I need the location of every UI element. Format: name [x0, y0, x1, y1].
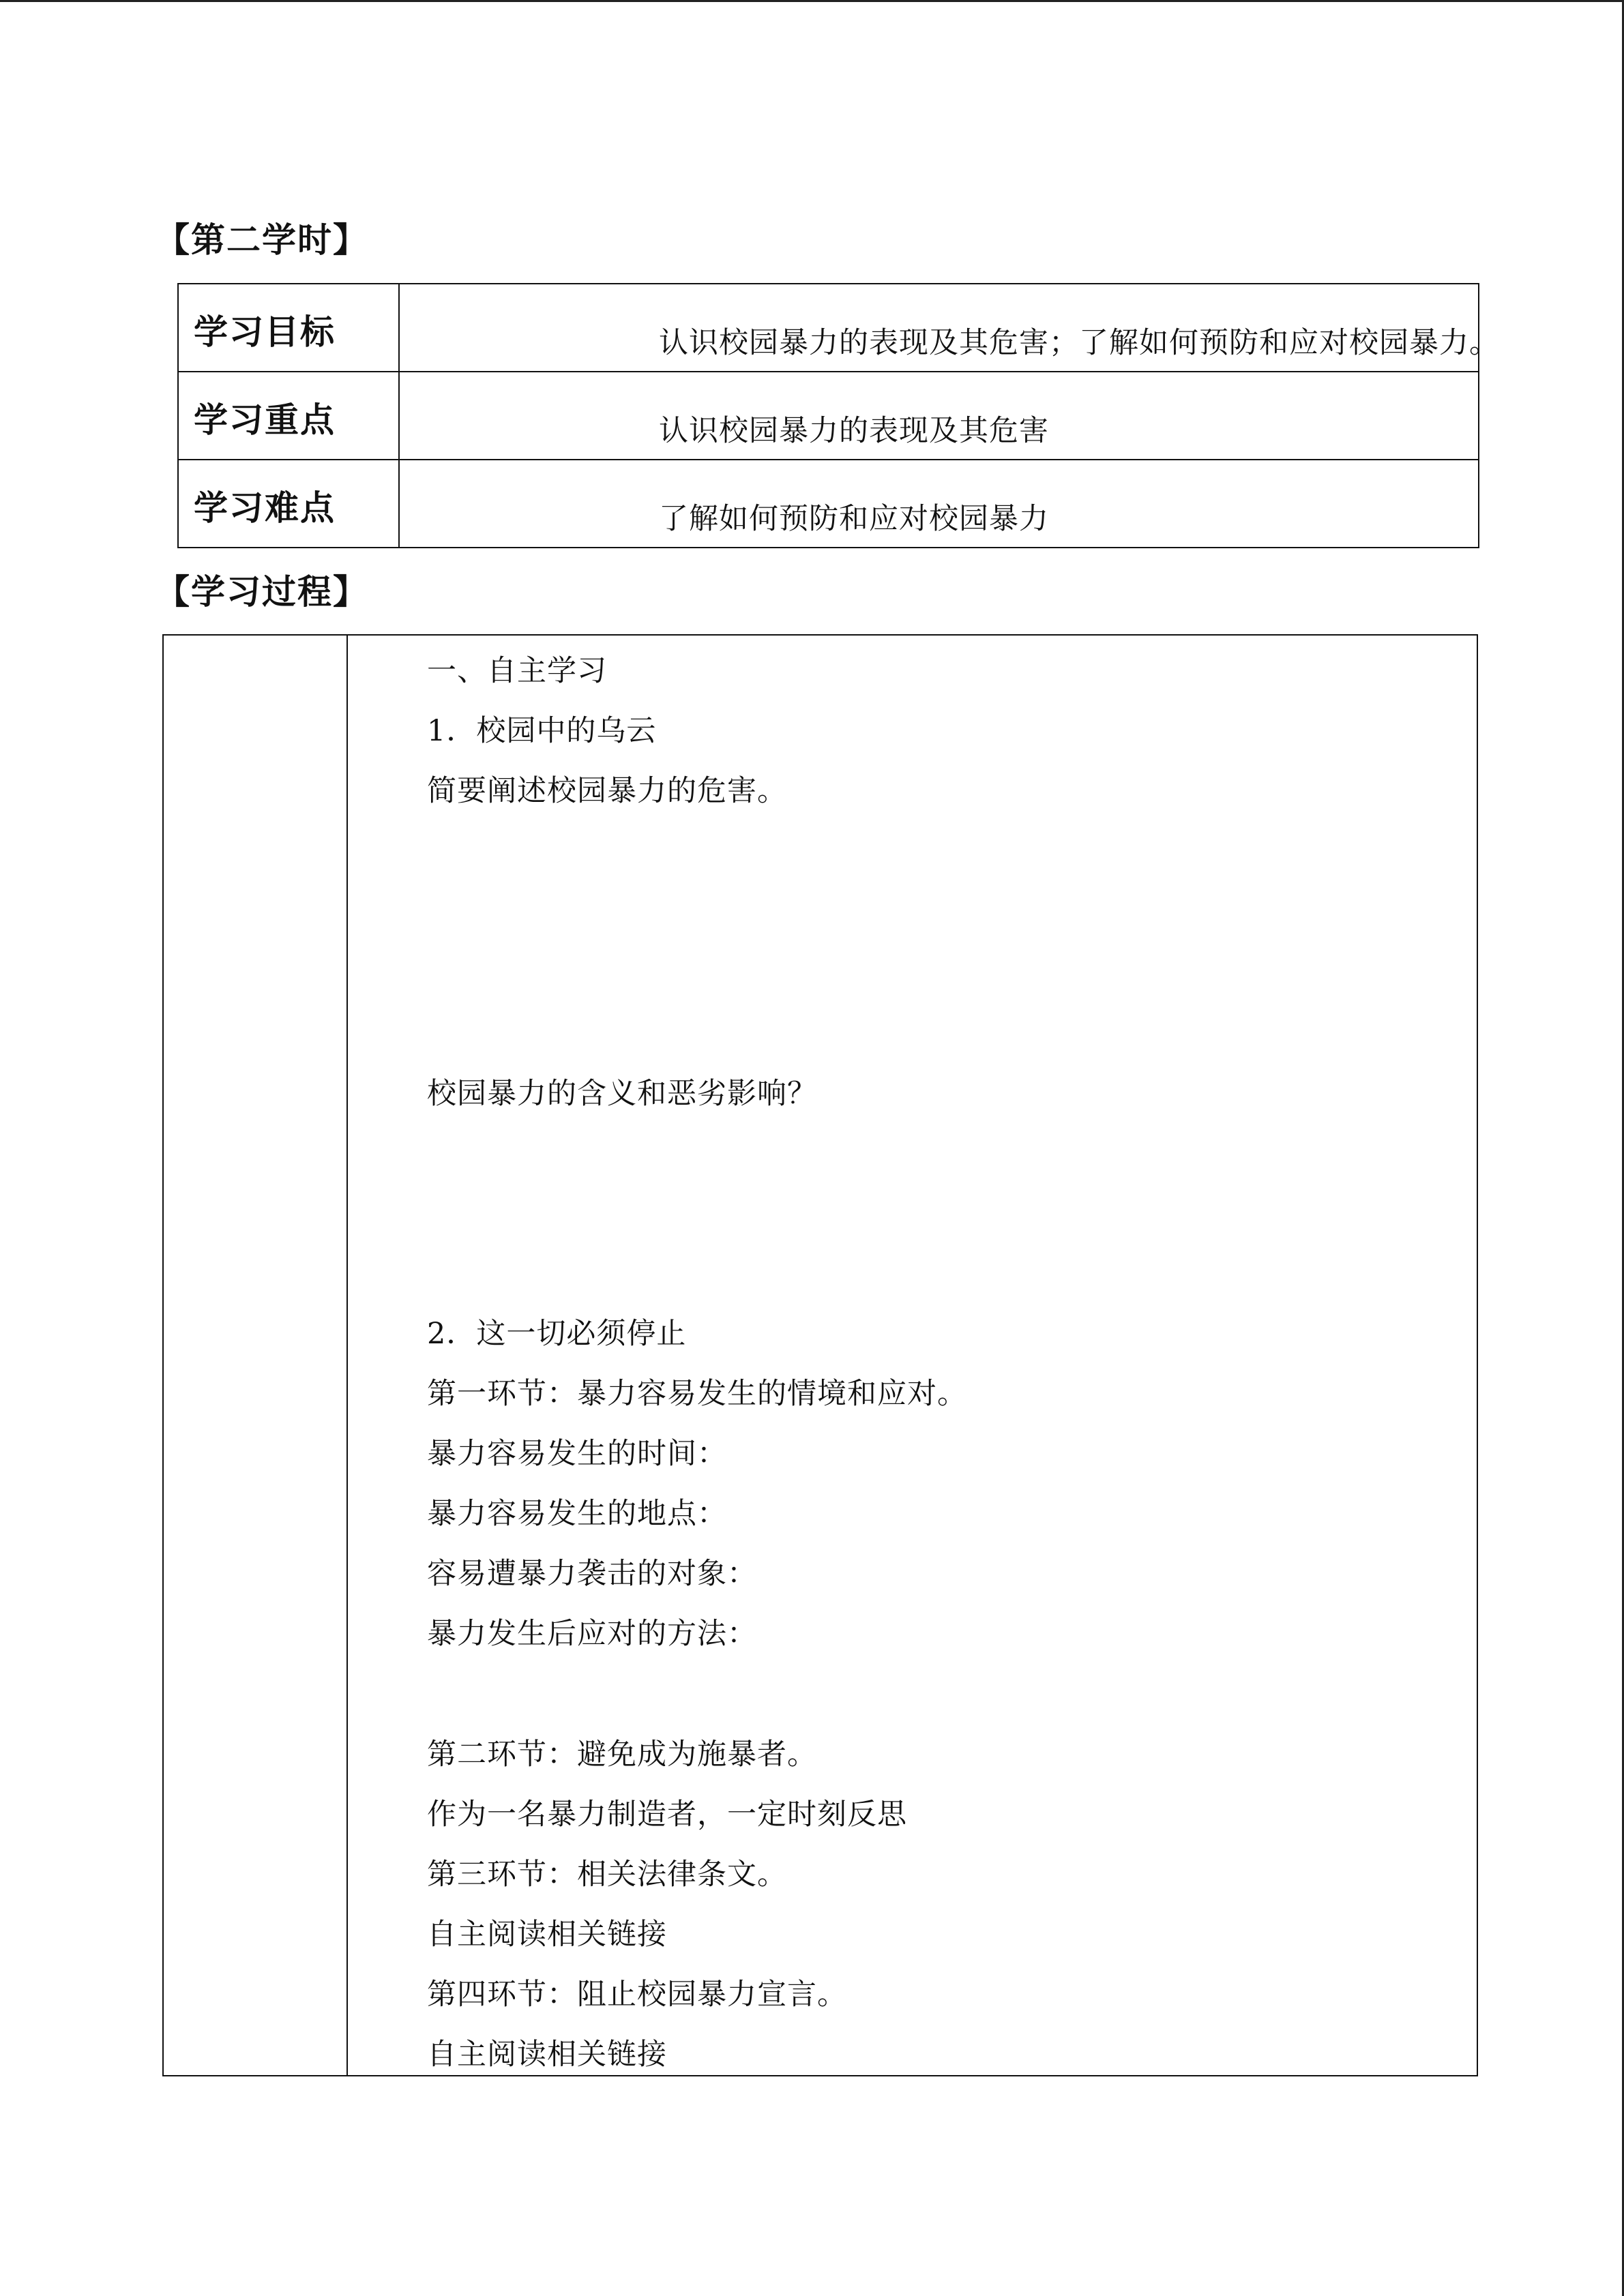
objectives-table: [177, 283, 1499, 548]
part1-heading: 一、自主学习: [427, 654, 607, 688]
process-title: 【学习过程】: [156, 572, 368, 612]
item1-prompt: 简要阐述校园暴力的危害。: [427, 774, 787, 808]
difficulty-label: 学习难点: [179, 460, 400, 547]
step1-question-time: 暴力容易发生的时间：: [427, 1437, 727, 1471]
step1-question-place: 暴力容易发生的地点：: [427, 1497, 727, 1531]
step4-text: 自主阅读相关链接: [427, 2038, 667, 2072]
step3-title: 第三环节：相关法律条文。: [427, 1858, 787, 1892]
step1-question-target: 容易遭暴力袭击的对象：: [427, 1557, 757, 1591]
difficulty-row: [179, 460, 1478, 547]
page-top-border: [0, 0, 1624, 2]
section-title: 【第二学时】: [156, 220, 368, 260]
objective-value: 认识校园暴力的表现及其危害；了解如何预防和应对校园暴力。: [659, 326, 1499, 360]
objective-row: [179, 284, 1499, 372]
key-point-value: 认识校园暴力的表现及其危害: [659, 414, 1049, 448]
item2-title: 2．这一切必须停止: [427, 1317, 687, 1351]
process-table: [162, 634, 1478, 2076]
step3-text: 自主阅读相关链接: [427, 1918, 667, 1952]
difficulty-value: 了解如何预防和应对校园暴力: [659, 502, 1049, 536]
process-left-column: [164, 636, 348, 2075]
item1-question: 校园暴力的含义和恶劣影响？: [427, 1077, 817, 1111]
item1-title: 1．校园中的乌云: [427, 714, 657, 748]
step2-text: 作为一名暴力制造者，一定时刻反思: [427, 1798, 907, 1832]
step2-title: 第二环节：避免成为施暴者。: [427, 1738, 817, 1772]
objective-label: 学习目标: [179, 284, 400, 371]
step4-title: 第四环节：阻止校园暴力宣言。: [427, 1978, 847, 2012]
key-point-label: 学习重点: [179, 372, 400, 459]
key-point-row: [179, 372, 1478, 460]
step1-question-response: 暴力发生后应对的方法：: [427, 1617, 757, 1651]
step1-title: 第一环节：暴力容易发生的情境和应对。: [427, 1377, 967, 1411]
